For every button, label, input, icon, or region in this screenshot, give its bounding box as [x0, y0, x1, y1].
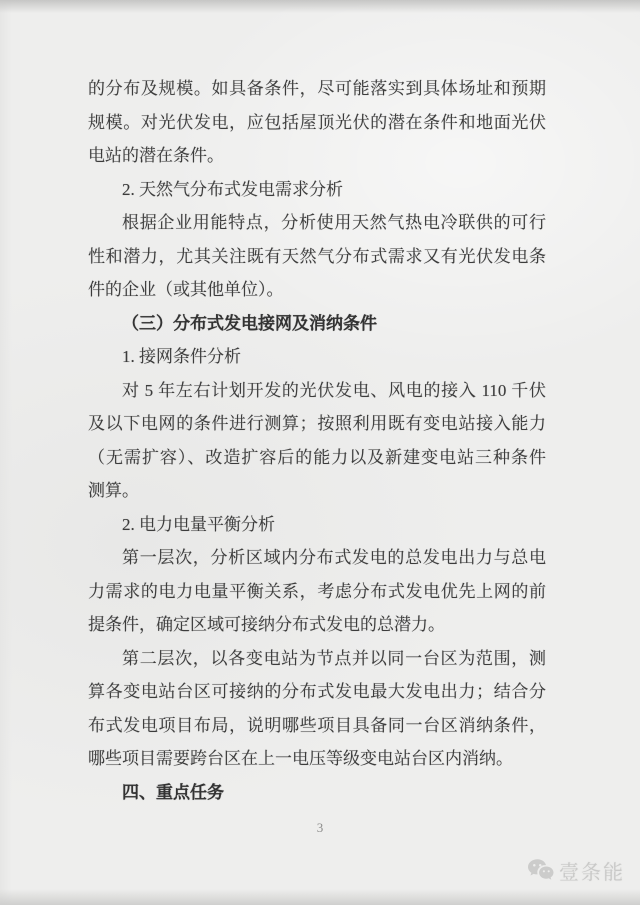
- numbered-item-heading: 1. 接网条件分析: [122, 347, 241, 366]
- wechat-icon: [527, 858, 554, 883]
- numbered-item-heading: 2. 天然气分布式发电需求分析: [122, 179, 343, 199]
- body-text-line: 件的企业（或其他单位）。: [88, 280, 284, 299]
- document-body: [88, 72, 546, 809]
- body-text-line: 算各变电站台区可接纳的分布式发电最大发电出力；结合分: [88, 682, 546, 701]
- body-text-line: 布式发电项目布局，说明哪些项目具备同一台区消纳条件，: [88, 715, 546, 735]
- body-text-line: 及以下电网的条件进行测算；按照利用既有变电站接入能力: [88, 414, 546, 433]
- section-heading: （三）分布式发电接网及消纳条件: [122, 313, 377, 333]
- body-text-line: 哪些项目需要跨台区在上一电压等级变电站台区内消纳。: [88, 749, 513, 768]
- body-text-line: 对 5 年左右计划开发的光伏发电、风电的接入 110 千伏: [122, 380, 546, 400]
- body-text-line: 测算。: [88, 481, 139, 500]
- body-text-line: 规模。对光伏发电，应包括屋顶光伏的潜在条件和地面光伏: [88, 112, 546, 132]
- body-text-line: 的分布及规模。如具备条件，尽可能落实到具体场址和预期: [88, 79, 546, 98]
- body-text-line: 力需求的电力电量平衡关系，考虑分布式发电优先上网的前: [88, 581, 546, 601]
- body-text-line: 第二层次，以各变电站为节点并以同一台区为范围，测: [122, 648, 546, 668]
- numbered-item-heading: 2. 电力电量平衡分析: [122, 514, 275, 534]
- watermark-label: 壹条能: [559, 862, 625, 884]
- body-text-line: 性和潜力，尤其关注既有天然气分布式需求又有光伏发电条: [88, 246, 546, 266]
- body-text-line: 提条件，确定区域可接纳分布式发电的总潜力。: [88, 615, 445, 634]
- publisher-watermark: [527, 856, 625, 885]
- body-text-line: （无需扩容）、改造扩容后的能力以及新建变电站三种条件: [88, 447, 546, 467]
- body-text-line: 根据企业用能特点，分析使用天然气热电冷联供的可行: [122, 213, 546, 232]
- page-number: 3: [316, 820, 324, 835]
- body-text-line: 电站的潜在条件。: [88, 146, 224, 165]
- body-text-line: 第一层次，分析区域内分布式发电的总发电出力与总电: [122, 548, 546, 567]
- chapter-heading: 四、重点任务: [122, 782, 224, 802]
